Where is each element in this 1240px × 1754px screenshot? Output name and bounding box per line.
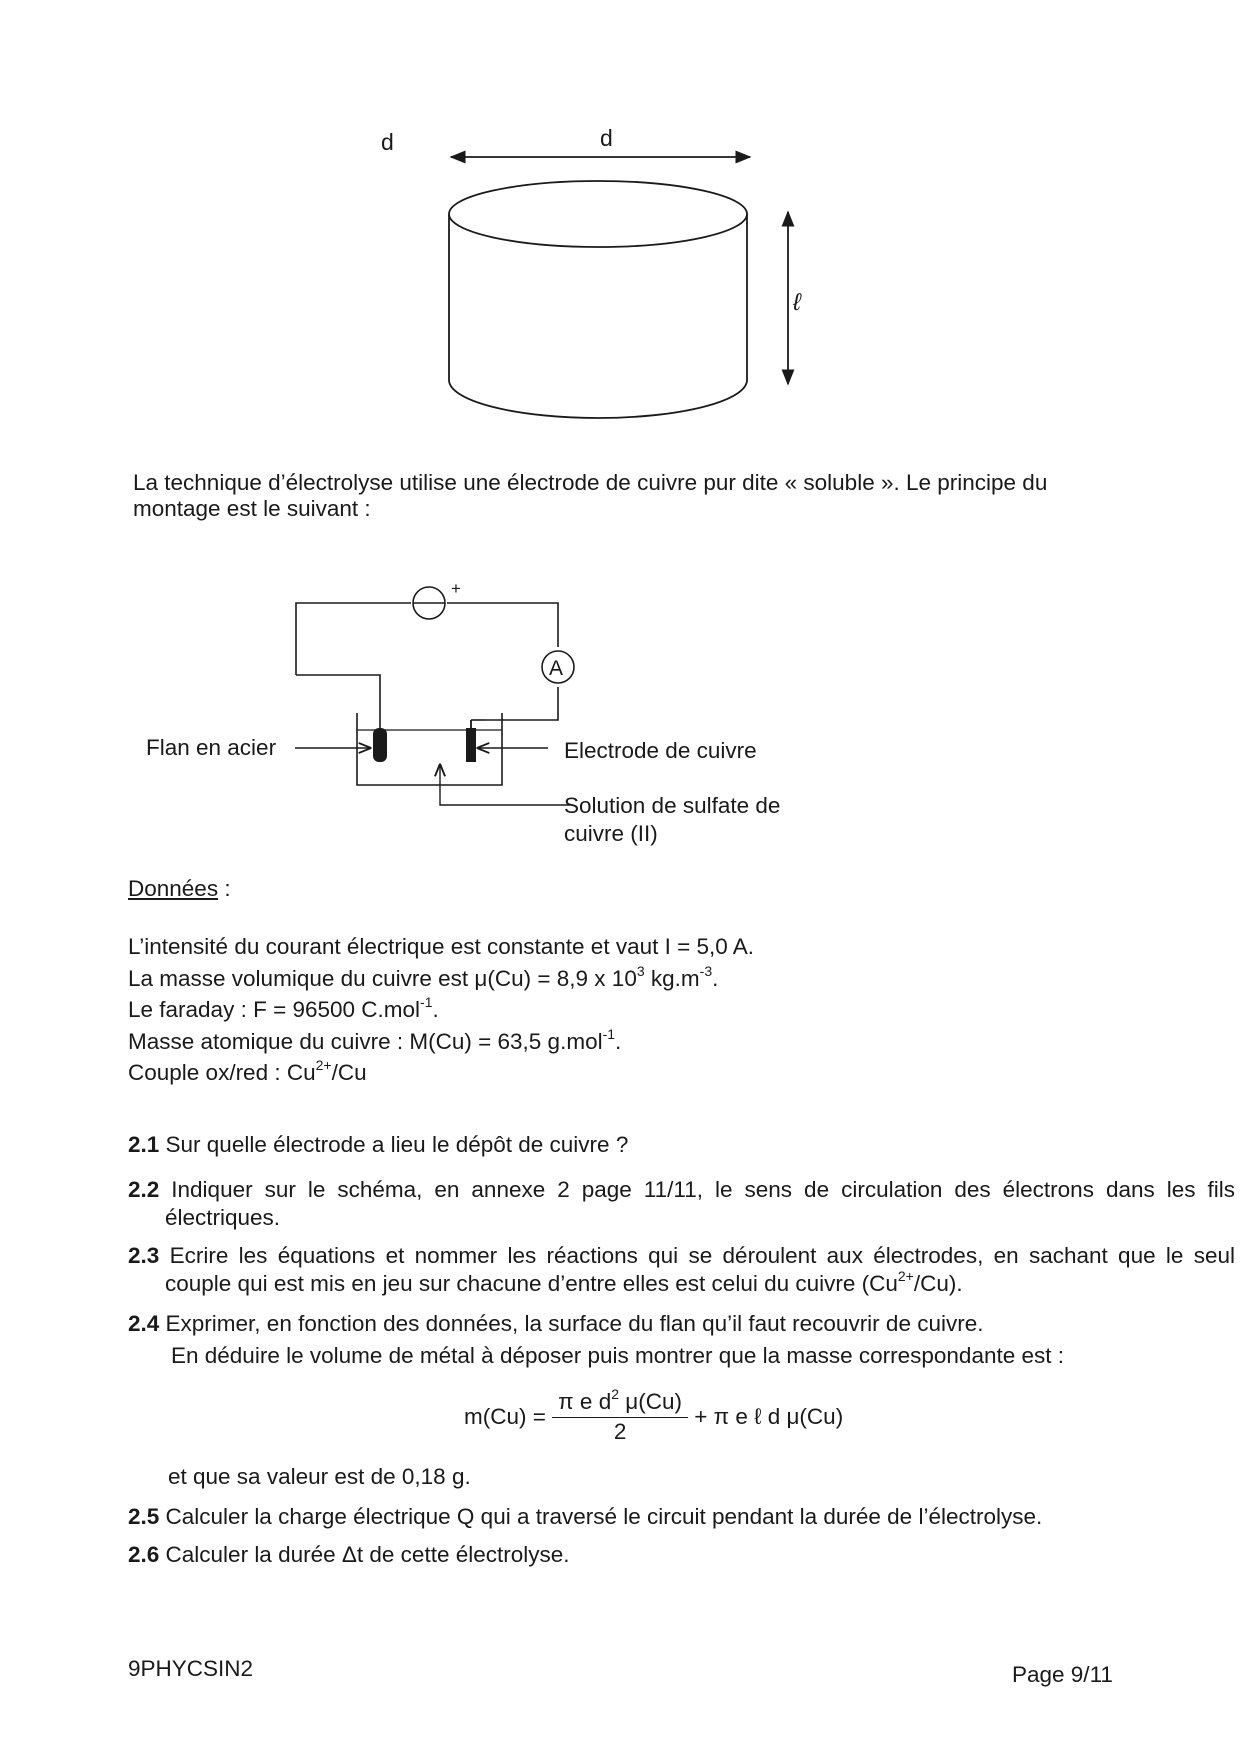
footer-code: 9PHYCSIN2 xyxy=(128,1656,254,1681)
wire-top xyxy=(296,603,558,720)
steel-blank-electrode xyxy=(373,728,387,762)
masse-at-exp: -1 xyxy=(602,1025,616,1042)
q23-text-a: Ecrire les équations et nommer les réactions qui se déroulent aux électrodes, en sachant que le seul couple qui est mis en jeu sur chacune d’entre elles est celui du cuivre (Cu xyxy=(159,1243,1235,1296)
flan-label: Flan en acier xyxy=(146,735,277,760)
d-left-label: d xyxy=(381,129,394,155)
cylinder-figure xyxy=(0,0,1240,440)
intro-line-1: La technique d’électrolyse utilise une électrode de cuivre pur dite « soluble ». Le principe du xyxy=(133,470,1048,495)
formula-numerator xyxy=(552,1385,688,1418)
question-2-3 xyxy=(128,1242,1235,1298)
faraday-text-a: Le faraday : F = 96500 C.mol xyxy=(128,997,421,1022)
donnees-title-text: Données xyxy=(128,876,219,901)
electrode-label: Electrode de cuivre xyxy=(564,738,757,763)
couple-text-b: /Cu xyxy=(331,1060,367,1085)
solution-label-line2: cuivre (II) xyxy=(564,821,658,846)
donnees-title xyxy=(128,874,231,904)
masse-vol-text-b: kg.m xyxy=(644,966,700,991)
masse-vol-text-a: La masse volumique du cuivre est μ(Cu) = 8,9 x 10 xyxy=(128,966,637,991)
donnees-intensite: L’intensité du courant électrique est constante et vaut I = 5,0 A. xyxy=(128,934,755,959)
masse-vol-exp: 3 xyxy=(636,962,645,979)
formula-denominator: 2 xyxy=(613,1419,627,1444)
circuit-diagram xyxy=(0,570,1240,870)
ammeter-label: A xyxy=(549,657,564,680)
q22-number: 2.2 xyxy=(128,1177,160,1202)
couple-exp: 2+ xyxy=(315,1056,332,1073)
donnees-masse-volumique xyxy=(128,964,718,994)
q24-line-3: et que sa valeur est de 0,18 g. xyxy=(168,1464,471,1489)
formula-fraction xyxy=(552,1385,688,1446)
q24-line-2: En déduire le volume de métal à déposer puis montrer que la masse correspondante est : xyxy=(171,1343,1065,1368)
wire-left xyxy=(296,675,380,728)
q23-number: 2.3 xyxy=(128,1243,160,1268)
masse-at-text-c: . xyxy=(615,1029,622,1054)
q21-number: 2.1 xyxy=(128,1132,160,1157)
cylinder-top xyxy=(449,181,747,247)
q24-text: Exprimer, en fonction des données, la surface du flan qu’il faut recouvrir de cuivre. xyxy=(159,1311,984,1336)
q26-number: 2.6 xyxy=(128,1542,160,1567)
formula-num-a: π e d xyxy=(558,1389,612,1414)
formula-rhs: + π e ℓ d μ(Cu) xyxy=(694,1404,844,1429)
q24-number: 2.4 xyxy=(128,1311,160,1336)
q26-text: Calculer la durée Δt de cette électrolyse. xyxy=(159,1542,570,1567)
q21-text: Sur quelle électrode a lieu le dépôt de cuivre ? xyxy=(159,1132,629,1157)
formula-num-exp: 2 xyxy=(611,1385,620,1402)
length-label: ℓ xyxy=(793,289,801,316)
masse-vol-text-c: . xyxy=(712,966,719,991)
question-2-4 xyxy=(128,1309,1198,1339)
question-2-1 xyxy=(128,1130,1198,1160)
d-top-label: d xyxy=(600,125,613,151)
copper-electrode xyxy=(466,728,476,762)
cylinder-bottom xyxy=(449,380,747,418)
generator-plus-sign: + xyxy=(451,579,461,598)
couple-text-a: Couple ox/red : Cu xyxy=(128,1060,316,1085)
question-2-2 xyxy=(128,1176,1235,1232)
q23-text-b: /Cu). xyxy=(913,1271,963,1296)
wire-right xyxy=(471,720,485,728)
formula-num-b: μ(Cu) xyxy=(619,1389,682,1414)
donnees-couple xyxy=(128,1058,367,1088)
masse-vol-exp2: -3 xyxy=(699,962,713,979)
faraday-exp: -1 xyxy=(420,993,433,1010)
question-2-5 xyxy=(128,1502,1198,1532)
donnees-masse-atomique xyxy=(128,1027,621,1057)
donnees-title-suffix: : xyxy=(218,876,231,901)
faraday-text-c: . xyxy=(432,997,439,1022)
donnees-faraday xyxy=(128,995,439,1025)
question-2-6 xyxy=(128,1540,1198,1570)
q25-number: 2.5 xyxy=(128,1504,160,1529)
formula-lhs: m(Cu) = xyxy=(464,1404,546,1429)
intro-line-2: montage est le suivant : xyxy=(133,496,371,521)
q23-exp: 2+ xyxy=(897,1267,914,1284)
footer-page-number: Page 9/11 xyxy=(1012,1662,1113,1687)
solution-label-line1: Solution de sulfate de xyxy=(564,793,781,818)
mass-formula xyxy=(464,1385,844,1446)
q22-text: Indiquer sur le schéma, en annexe 2 page 11/11, le sens de circulation des électrons dans les fils électriques. xyxy=(159,1177,1235,1230)
q25-text: Calculer la charge électrique Q qui a traversé le circuit pendant la durée de l’électrolyse. xyxy=(159,1504,1043,1529)
masse-at-text-a: Masse atomique du cuivre : M(Cu) = 63,5 g.mol xyxy=(128,1029,603,1054)
